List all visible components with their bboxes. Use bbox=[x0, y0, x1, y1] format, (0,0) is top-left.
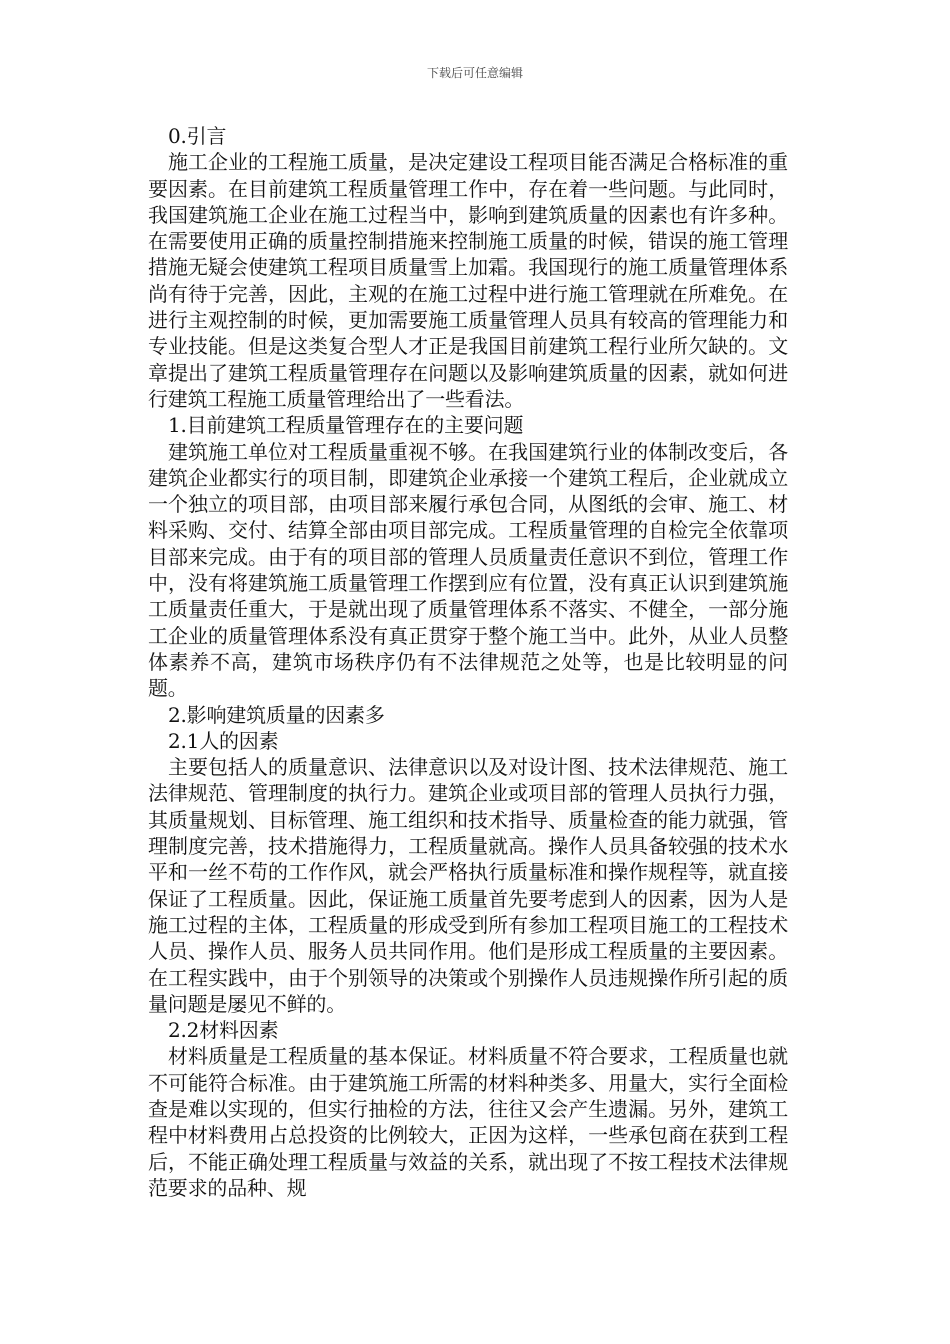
section-heading-problems: 1.目前建筑工程质量管理存在的主要问题 bbox=[168, 413, 524, 438]
subsection-heading-material: 2.2材料因素 bbox=[168, 1018, 279, 1043]
page-header-note: 下载后可任意编辑 bbox=[426, 66, 523, 80]
paragraph-material: 材料质量是工程质量的基本保证。材料质量不符合要求，工程质量也就不可能符合标准。由于建筑施工所需的材料种类多、用量大，实行全面检查是难以实现的，但实行抽检的方法，往往又会产生遗漏。另外，建筑工程中材料费用占总投资的比例较大，正因为这样，一些承包商在获到工程后，不能正确处理工程质量与效益的关系，就出现了不按工程技术法律规范要求的品种、规 bbox=[148, 1044, 788, 1200]
paragraph-human: 主要包括人的质量意识、法律意识以及对设计图、技术法律规范、施工法律规范、管理制度的执行力。建筑企业或项目部的管理人员执行力强，其质量规划、目标管理、施工组织和技术指导、质量检查的能力就强，管理制度完善，技术措施得力，工程质量就高。操作人员具备较强的技术水平和一丝不苟的工作作风，就会严格执行质量标准和操作规程等，就直接保证了工程质量。因此，保证施工质量首先要考虑到人的因素，因为人是施工过程的主体，工程质量的形成受到所有参加工程项目施工的工程技术人员、操作人员、服务人员共同作用。他们是形成工程质量的主要因素。在工程实践中，由于个别领导的决策或个别操作人员违规操作所引起的质量问题是屡见不鲜的。 bbox=[148, 755, 788, 1016]
subsection-heading-human: 2.1人的因素 bbox=[168, 728, 279, 753]
paragraph-intro: 施工企业的工程施工质量，是决定建设工程项目能否满足合格标准的重要因素。在目前建筑工程质量管理工作中，存在着一些问题。与此同时，我国建筑施工企业在施工过程当中，影响到建筑质量的因素也有许多种。在需要使用正确的质量控制措施来控制施工质量的时候，错误的施工管理措施无疑会使建筑工程项目质量雪上加霜。我国现行的施工质量管理体系尚有待于完善，因此，主观的在施工过程中进行施工管理就在所难免。在进行主观控制的时候，更加需要施工质量管理人员具有较高的管理能力和专业技能。但是这类复合型人才正是我国目前建筑工程行业所欠缺的。文章提出了建筑工程质量管理存在问题以及影响建筑质量的因素，就如何进行建筑工程施工质量管理给出了一些看法。 bbox=[148, 150, 788, 411]
section-heading-factors: 2.影响建筑质量的因素多 bbox=[168, 702, 385, 727]
paragraph-problems: 建筑施工单位对工程质量重视不够。在我国建筑行业的体制改变后，各建筑企业都实行的项目制，即建筑企业承接一个建筑工程后，企业就成立一个独立的项目部，由项目部来履行承包合同，从图纸的会审、施工、材料采购、交付、结算全部由项目部完成。工程质量管理的自检完全依靠项目部来完成。由于有的项目部的管理人员质量责任意识不到位，管理工作中，没有将建筑施工质量管理工作摆到应有位置，没有真正认识到建筑施工质量责任重大，于是就出现了质量管理体系不落实、不健全，一部分施工企业的质量管理体系没有真正贯穿于整个施工当中。此外，从业人员整体素养不高，建筑市场秩序仍有不法律规范之处等，也是比较明显的问题。 bbox=[148, 439, 788, 701]
section-heading-intro: 0.引言 bbox=[168, 124, 227, 148]
document-body bbox=[148, 123, 788, 1201]
